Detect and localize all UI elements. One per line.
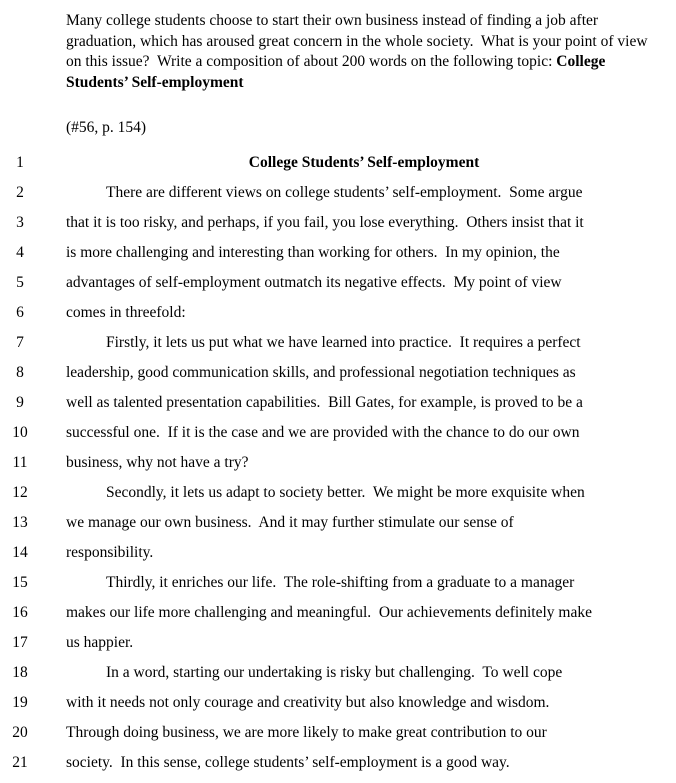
essay-line [0,388,676,418]
essay-line [0,478,676,508]
line-number: 17 [12,634,28,651]
line-number: 2 [16,184,24,201]
essay-line [0,178,676,208]
line-text: well as talented presentation capabilities. Bill Gates, for example, is proved to be a [66,394,583,411]
essay-line [0,328,676,358]
line-number: 20 [12,724,28,741]
line-text: There are different views on college students’ self-employment. Some argue [106,184,583,201]
line-number: 21 [12,754,28,771]
line-text: Through doing business, we are more likely to make great contribution to our [66,724,547,741]
line-text: comes in threefold: [66,304,186,321]
line-number: 16 [12,604,28,621]
line-number: 3 [16,214,24,231]
line-text: Firstly, it lets us put what we have learned into practice. It requires a perfect [106,334,581,351]
line-text: responsibility. [66,544,154,561]
line-number: 13 [12,514,28,531]
essay-line [0,148,676,178]
line-number: 8 [16,364,24,381]
line-text: society. In this sense, college students’ self-employment is a good way. [66,754,510,771]
line-number: 6 [16,304,24,321]
essay-line [0,298,676,328]
line-text: that it is too risky, and perhaps, if you fail, you lose everything. Others insist that it [66,214,584,231]
line-text: leadership, good communication skills, and professional negotiation techniques as [66,364,576,381]
line-number: 14 [12,544,28,561]
line-number: 7 [16,334,24,351]
line-number: 1 [16,154,24,171]
essay-line [0,238,676,268]
essay-line [0,418,676,448]
reference-label: (#56, p. 154) [66,119,147,136]
line-text: advantages of self-employment outmatch its negative effects. My point of view [66,274,562,291]
prompt-topic-bold: College Students’ Self-employment [66,53,610,91]
line-number: 5 [16,274,24,291]
prompt-paragraph [66,11,662,93]
line-text: Thirdly, it enriches our life. The role-shifting from a graduate to a manager [106,574,575,591]
essay-line [0,748,676,778]
essay-line [0,598,676,628]
line-number: 4 [16,244,24,261]
essay [0,148,676,778]
prompt-text: Many college students choose to start their own business instead of finding a job after graduation, which has aroused great concern in the whole society. What is your point of view on this issue? Write a composition of about 200 words on the following topic: [66,12,652,70]
essay-line [0,688,676,718]
line-text: Secondly, it lets us adapt to society better. We might be more exquisite when [106,484,585,501]
line-text: is more challenging and interesting than working for others. In my opinion, the [66,244,560,261]
line-number: 10 [12,424,28,441]
essay-line [0,358,676,388]
line-text: College Students’ Self-employment [248,154,480,171]
line-text: In a word, starting our undertaking is risky but challenging. To well cope [106,664,563,681]
essay-line [0,538,676,568]
line-text: makes our life more challenging and meaningful. Our achievements definitely make [66,604,592,621]
line-number: 9 [16,394,24,411]
line-text: business, why not have a try? [66,454,249,471]
essay-line [0,208,676,238]
essay-line [0,268,676,298]
line-number: 18 [12,664,28,681]
line-text: us happier. [66,634,134,651]
essay-line [0,508,676,538]
essay-line [0,568,676,598]
line-number: 15 [12,574,28,591]
essay-line [0,628,676,658]
essay-line [0,448,676,478]
line-number: 11 [12,454,28,471]
essay-line [0,718,676,748]
line-text: successful one. If it is the case and we are provided with the chance to do our own [66,424,580,441]
essay-line [0,658,676,688]
line-number: 12 [12,484,28,501]
line-text: with it needs not only courage and creativity but also knowledge and wisdom. [66,694,550,711]
line-text: we manage our own business. And it may further stimulate our sense of [66,514,514,531]
line-number: 19 [12,694,28,711]
